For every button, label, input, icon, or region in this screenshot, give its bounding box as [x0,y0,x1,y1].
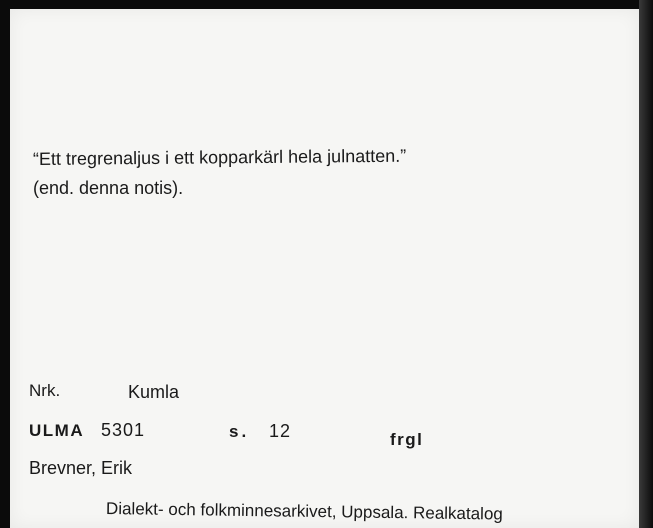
scan-edge-top [0,0,653,9]
scan-edge-left [0,0,10,528]
page-number: 12 [269,421,292,441]
page-label: s. [229,422,250,441]
parish-value: Kumla [128,382,180,402]
category-code: frgl [390,430,424,449]
quote-text: “Ett tregrenaljus i ett kopparkärl hela julnatten.” [32,145,407,169]
scan-edge-right [639,0,653,528]
archive-footer: Dialekt- och folkminnesarkivet, Uppsala. Realkatalog [105,499,503,524]
parish-label: Nrk. [29,381,61,400]
note-text: (end. denna notis). [33,178,184,198]
archive-number: 5301 [101,420,146,440]
archive-label: ULMA [29,421,85,440]
collector-name: Brevner, Erik [29,458,133,478]
catalog-card [10,9,639,528]
